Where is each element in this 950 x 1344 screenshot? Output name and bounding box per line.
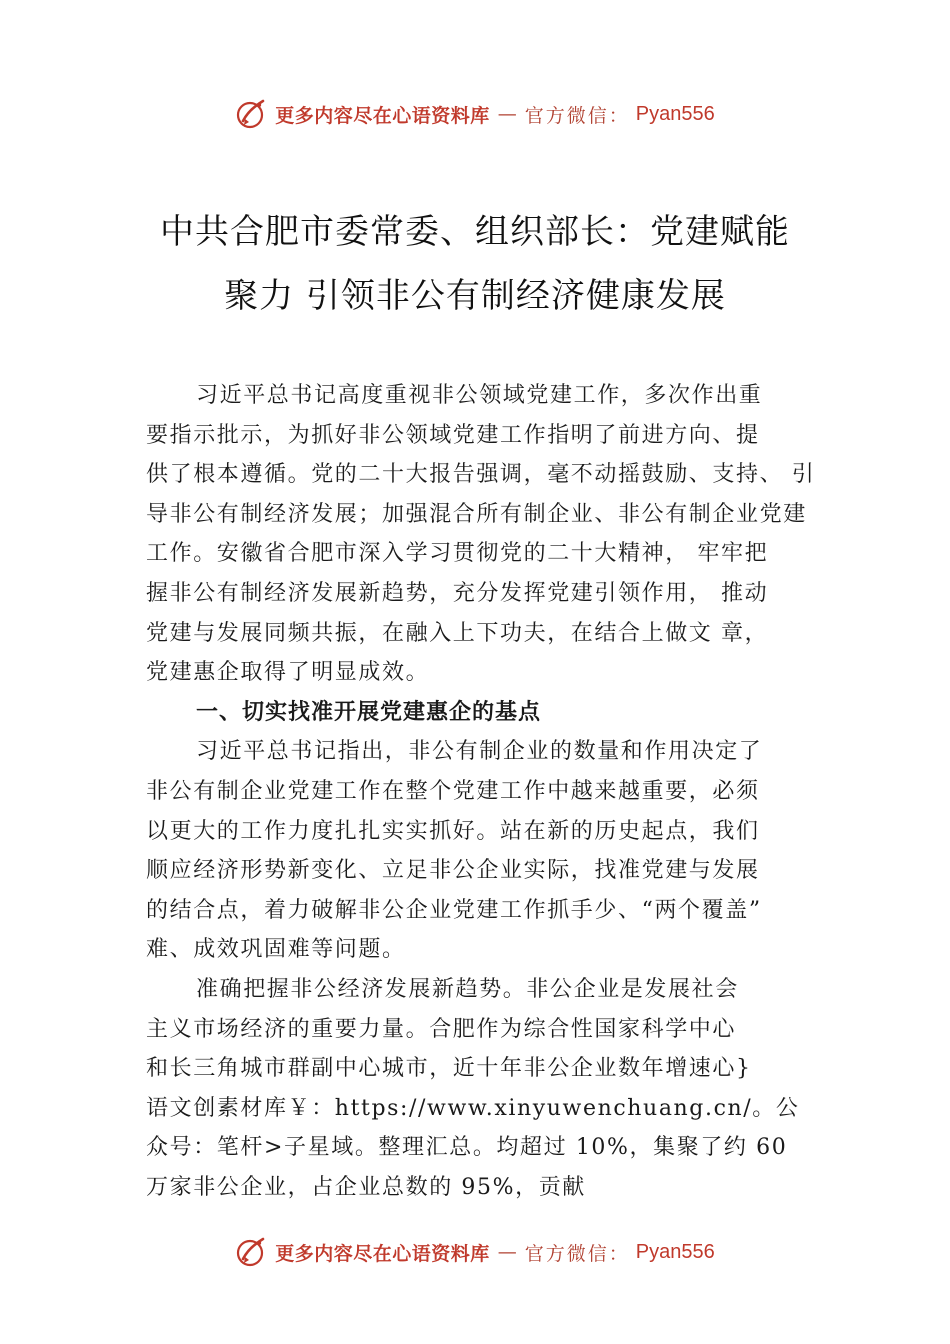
body-line: 工作。安徽省合肥市深入学习贯彻党的二十大精神， 牢牢把 [146, 541, 769, 567]
body-line: 以更大的工作力度扎扎实实抓好。站在新的历史起点，我们 [146, 818, 760, 844]
body-line: 党建惠企取得了明显成效。 [146, 660, 430, 686]
brush-logo-icon [235, 97, 269, 131]
body-line: 党建与发展同频共振，在融入上下功夫，在结合上做文 章， [146, 620, 769, 646]
wechat-label: 官方微信： [524, 104, 630, 127]
title-line-1: 中共合肥市委常委、组织部长：党建赋能 [160, 212, 790, 252]
wechat-id: Pyan556 [635, 102, 715, 125]
body-line: 众号：笔杆>子星域。整理汇总。均超过 10%，集聚了约 60 [146, 1135, 788, 1161]
brand-name: 更多内容尽在心语资料库 [275, 1242, 490, 1265]
banner-separator: — [497, 103, 517, 125]
body-line: 准确把握非公经济发展新趋势。非公企业是发展社会 [196, 976, 739, 1002]
section-heading: 一、切实找准开展党建惠企的基点 [196, 699, 542, 725]
body-line: 难、成效巩固难等问题。 [146, 937, 406, 963]
brush-logo-icon [235, 1235, 269, 1269]
body-line: 万家非公企业，占企业总数的 95%，贡献 [146, 1174, 586, 1200]
body-line: 习近平总书记高度重视非公领域党建工作，多次作出重 [196, 383, 763, 408]
footer-watermark-banner [0, 1232, 950, 1272]
body-line: 习近平总书记指出，非公有制企业的数量和作用决定了 [196, 739, 763, 765]
title-line-2: 聚力 引领非公有制经济健康发展 [224, 276, 726, 316]
body-line: 语文创素材库￥：https://www.xinyuwenchuang.cn/。公 [146, 1095, 800, 1121]
document-title [60, 200, 890, 328]
body-line: 握非公有制经济发展新趋势，充分发挥党建引领作用， 推动 [146, 580, 769, 606]
body-line: 要指示批示，为抓好非公领域党建工作指明了前进方向、提 [146, 422, 760, 448]
body-line: 顺应经济形势新变化、立足非公企业实际，找准党建与发展 [146, 858, 760, 884]
body-line: 的结合点，着力破解非公企业党建工作抓手少、“两个覆盖” [146, 897, 762, 923]
banner-separator: — [497, 1241, 517, 1263]
wechat-label: 官方微信： [524, 1242, 630, 1265]
header-watermark-banner [0, 94, 950, 134]
body-line: 导非公有制经济发展；加强混合所有制企业、非公有制企业党建 [146, 501, 807, 527]
wechat-id: Pyan556 [635, 1240, 715, 1263]
body-line: 和长三角城市群副中心城市，近十年非公企业数年增速心} [146, 1056, 752, 1082]
body-line: 非公有制企业党建工作在整个党建工作中越来越重要，必须 [146, 778, 760, 804]
body-line: 供了根本遵循。党的二十大报告强调，毫不动摇鼓励、支持、 引 [146, 462, 816, 488]
body-line: 主义市场经济的重要力量。合肥作为综合性国家科学中心 [146, 1016, 737, 1042]
document-body [146, 376, 836, 1207]
brand-name: 更多内容尽在心语资料库 [275, 104, 490, 127]
